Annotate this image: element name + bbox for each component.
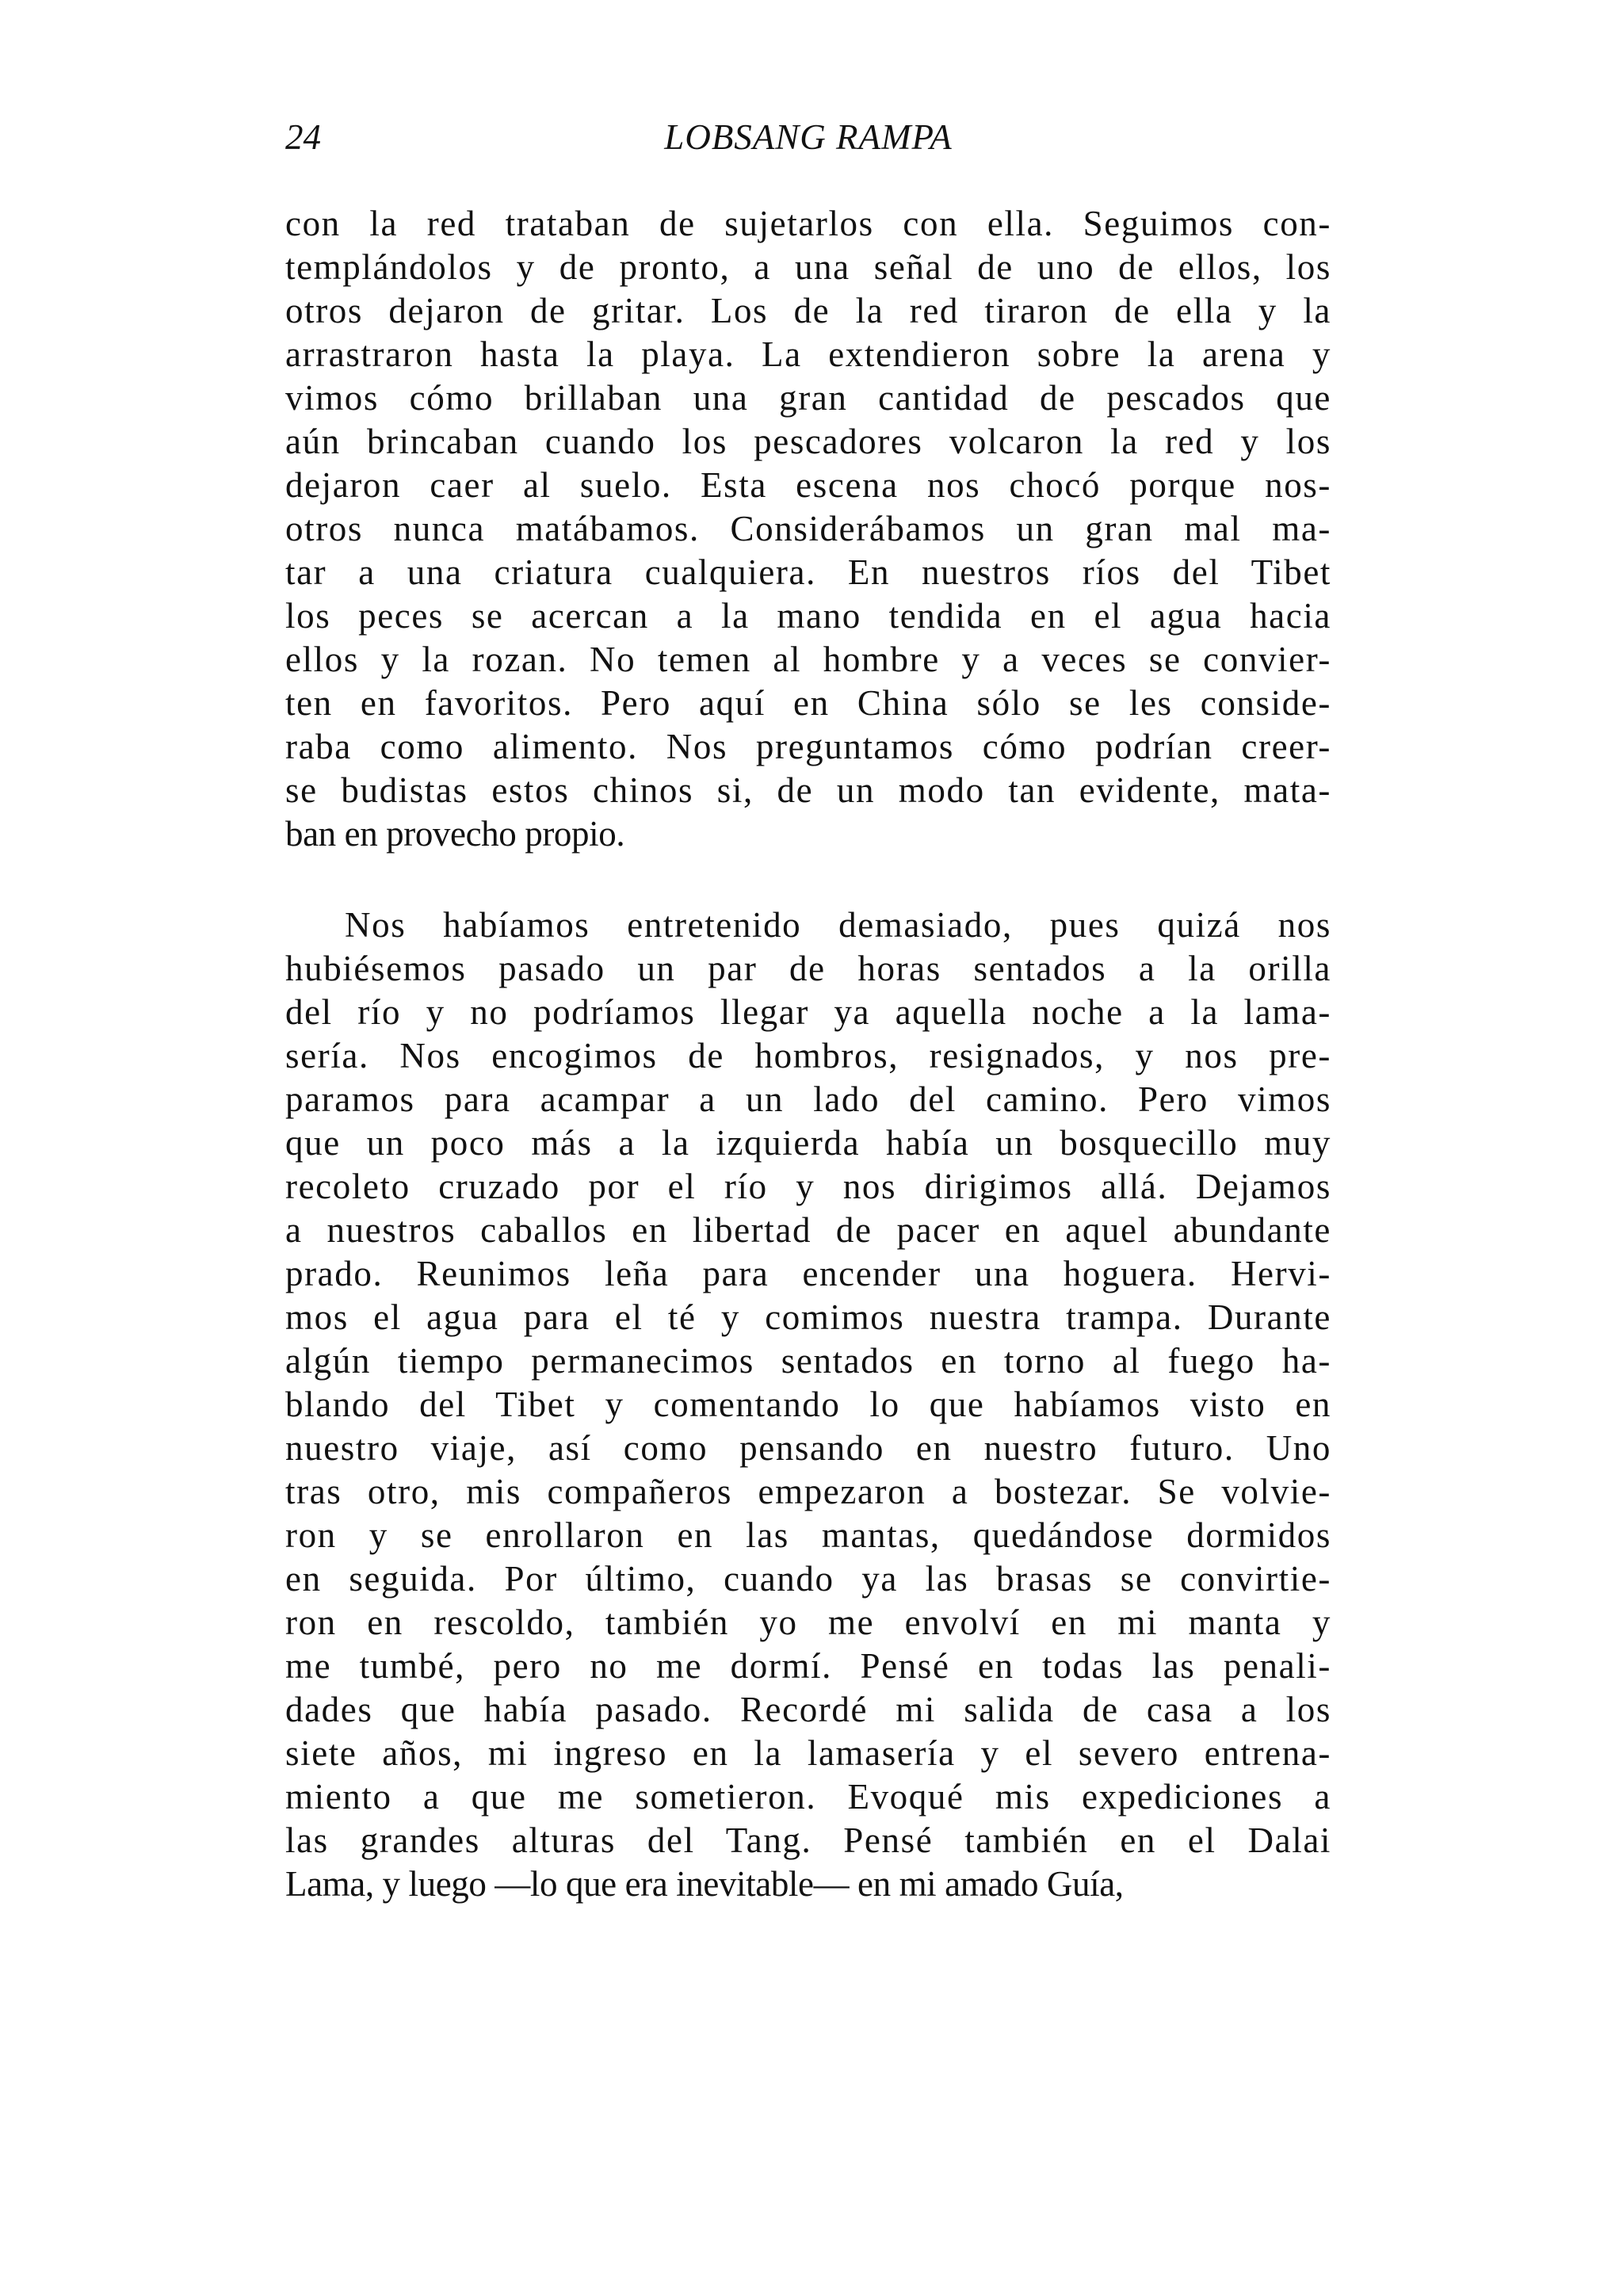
- text-line: tras otro, mis compañeros empezaron a bostezar. Se volvie-: [285, 1472, 1331, 1511]
- paragraph-gap: [285, 856, 1331, 904]
- text-line: miento a que me sometieron. Evoqué mis expediciones a: [285, 1777, 1331, 1817]
- text-line: raba como alimento. Nos preguntamos cómo podrían creer-: [285, 727, 1331, 766]
- text-line: paramos para acampar a un lado del camino. Pero vimos: [285, 1079, 1331, 1119]
- text-line: siete años, mi ingreso en la lamasería y el severo entrena-: [285, 1733, 1331, 1773]
- text-line: en seguida. Por último, cuando ya las brasas se convirtie-: [285, 1559, 1331, 1599]
- text-line: con la red trataban de sujetarlos con ella. Seguimos con-: [285, 204, 1331, 243]
- text-line: arrastraron hasta la playa. La extendieron sobre la arena y: [285, 334, 1331, 374]
- text-line: a nuestros caballos en libertad de pacer en aquel abundante: [285, 1210, 1331, 1250]
- paragraph-2: [285, 904, 1331, 1906]
- text-line: ron y se enrollaron en las mantas, quedándose dormidos: [285, 1515, 1331, 1555]
- text-line: recoleto cruzado por el río y nos dirigimos allá. Dejamos: [285, 1167, 1331, 1206]
- paragraph-1: [285, 202, 1331, 856]
- text-line: se budistas estos chinos si, de un modo tan evidente, mata-: [285, 770, 1331, 810]
- body-text: [285, 202, 1331, 1906]
- text-line: templándolos y de pronto, a una señal de uno de ellos, los: [285, 247, 1331, 287]
- text-line: ellos y la rozan. No temen al hombre y a veces se convier-: [285, 640, 1331, 679]
- text-line: dejaron caer al suelo. Esta escena nos chocó porque nos-: [285, 465, 1331, 505]
- text-line: sería. Nos encogimos de hombros, resignados, y nos pre-: [285, 1036, 1331, 1075]
- text-line: dades que había pasado. Recordé mi salida de casa a los: [285, 1690, 1331, 1729]
- text-line: vimos cómo brillaban una gran cantidad de pescados que: [285, 378, 1331, 418]
- text-line: ten en favoritos. Pero aquí en China sólo se les conside-: [285, 683, 1331, 723]
- text-line: los peces se acercan a la mano tendida en el agua hacia: [285, 596, 1331, 636]
- page-header: [285, 109, 1331, 165]
- text-line: hubiésemos pasado un par de horas sentados a la orilla: [285, 949, 1331, 988]
- text-line: ban en provecho propio.: [285, 814, 625, 854]
- text-line: Nos habíamos entretenido demasiado, pues quizá nos: [345, 905, 1331, 945]
- text-line: Lama, y luego —lo que era inevitable— en mi amado Guía,: [285, 1864, 1124, 1904]
- text-line: nuestro viaje, así como pensando en nuestro futuro. Uno: [285, 1428, 1331, 1468]
- running-title: LOBSANG RAMPA: [664, 117, 953, 157]
- text-line: algún tiempo permanecimos sentados en torno al fuego ha-: [285, 1341, 1331, 1381]
- text-line: mos el agua para el té y comimos nuestra trampa. Durante: [285, 1297, 1331, 1337]
- text-line: me tumbé, pero no me dormí. Pensé en todas las penali-: [285, 1646, 1331, 1686]
- page-number: 24: [285, 117, 321, 157]
- text-line: blando del Tibet y comentando lo que habíamos visto en: [285, 1385, 1331, 1424]
- text-line: que un poco más a la izquierda había un bosquecillo muy: [285, 1123, 1331, 1163]
- text-line: tar a una criatura cualquiera. En nuestros ríos del Tibet: [285, 552, 1331, 592]
- text-line: otros dejaron de gritar. Los de la red tiraron de ella y la: [285, 291, 1331, 330]
- text-line: otros nunca matábamos. Considerábamos un gran mal ma-: [285, 509, 1331, 548]
- text-line: prado. Reunimos leña para encender una hoguera. Hervi-: [285, 1254, 1331, 1293]
- text-line: aún brincaban cuando los pescadores volcaron la red y los: [285, 422, 1331, 461]
- text-line: del río y no podríamos llegar ya aquella noche a la lama-: [285, 992, 1331, 1032]
- text-line: ron en rescoldo, también yo me envolví en mi manta y: [285, 1603, 1331, 1642]
- text-line: las grandes alturas del Tang. Pensé también en el Dalai: [285, 1820, 1331, 1860]
